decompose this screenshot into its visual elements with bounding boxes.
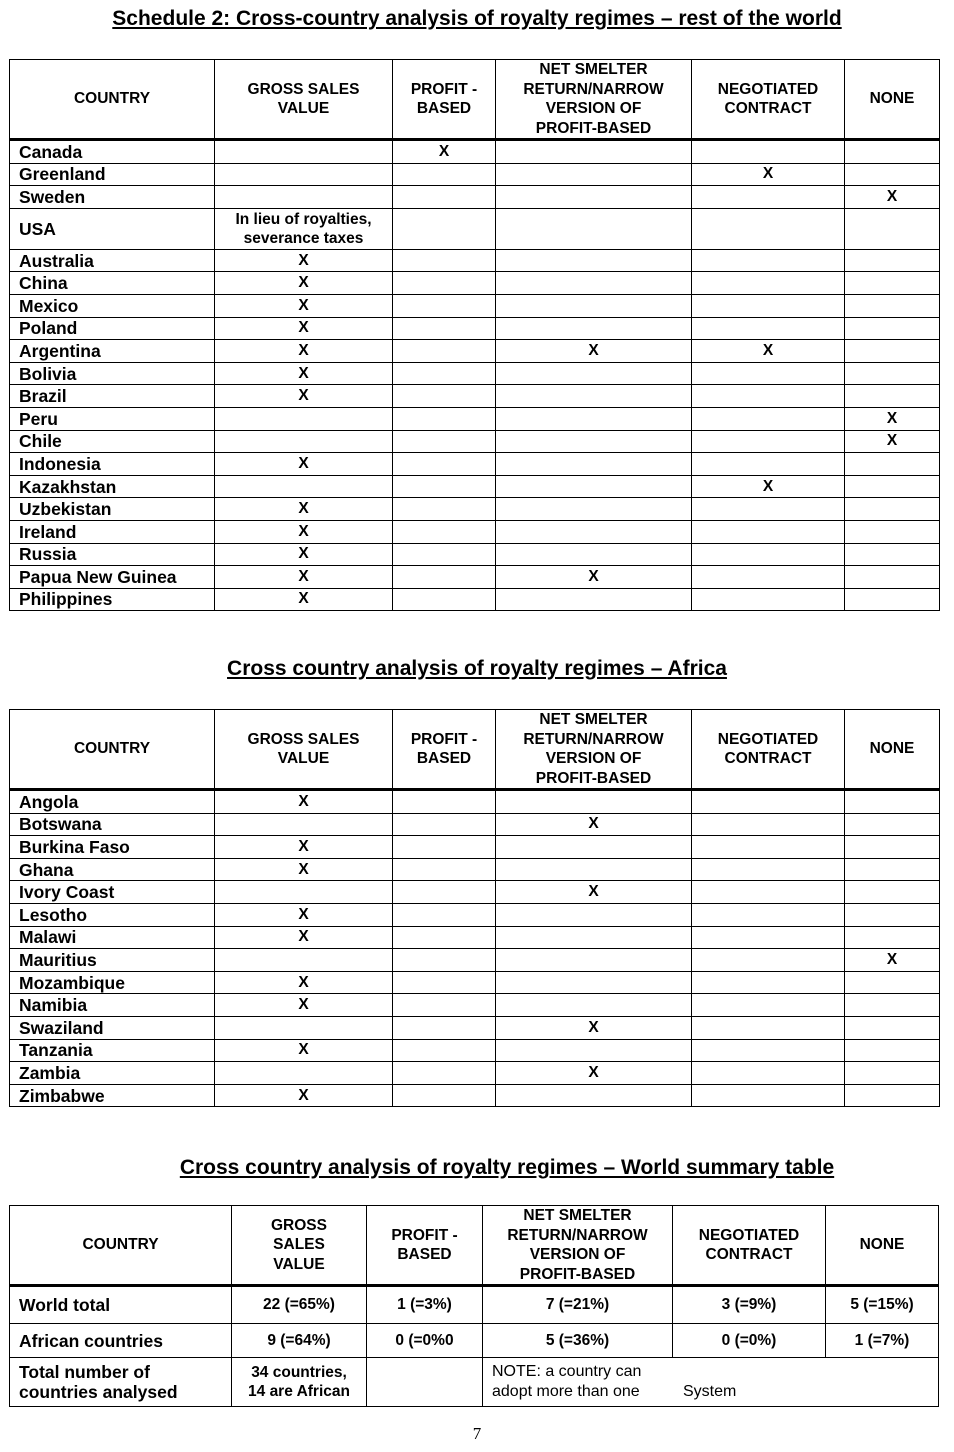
none-cell: [845, 520, 940, 543]
table-row: [10, 836, 940, 859]
profit-based-cell: [393, 186, 496, 209]
none-cell: [845, 566, 940, 589]
gross-sales-value-cell: X: [215, 294, 393, 317]
header-gross-sales-value: GROSS SALES VALUE: [215, 60, 393, 140]
profit-based-cell: [393, 1084, 496, 1107]
country-cell: Ireland: [10, 520, 215, 543]
none-cell: X: [845, 949, 940, 972]
table-row: [10, 881, 940, 904]
header-gross-sales-value: GROSS SALES VALUE: [232, 1206, 367, 1286]
header-row: [10, 60, 940, 140]
country-cell: Australia: [10, 249, 215, 272]
summary-table: [9, 1205, 939, 1407]
header-net-smelter-return: NET SMELTER RETURN/NARROW VERSION OF PROFIT-BASED: [496, 60, 692, 140]
profit-based-cell: [393, 543, 496, 566]
country-cell: Mauritius: [10, 949, 215, 972]
country-cell: Angola: [10, 790, 215, 814]
gross-sales-value-cell: [215, 881, 393, 904]
country-cell: Indonesia: [10, 453, 215, 476]
country-cell: Chile: [10, 430, 215, 453]
profit-based-cell: [393, 790, 496, 814]
negotiated-contract-cell: [692, 520, 845, 543]
header-negotiated-contract: NEGOTIATED CONTRACT: [692, 710, 845, 790]
profit-based-cell: 1 (=3%): [367, 1286, 483, 1324]
gross-sales-value-cell: 9 (=64%): [232, 1324, 367, 1358]
country-cell: Poland: [10, 317, 215, 340]
net-smelter-return-cell: X: [496, 566, 692, 589]
gross-sales-value-cell: 22 (=65%): [232, 1286, 367, 1324]
gross-sales-value-cell: [215, 407, 393, 430]
negotiated-contract-cell: [692, 208, 845, 249]
table-row: [10, 566, 940, 589]
country-cell: Papua New Guinea: [10, 566, 215, 589]
net-smelter-return-cell: [496, 385, 692, 408]
negotiated-contract-cell: X: [692, 475, 845, 498]
country-cell: Malawi: [10, 926, 215, 949]
table-row: [10, 971, 940, 994]
total-value: 34 countries, 14 are African: [232, 1358, 367, 1407]
country-cell: Swaziland: [10, 1016, 215, 1039]
table-row: [10, 362, 940, 385]
summary-row: [10, 1286, 939, 1324]
none-cell: [845, 498, 940, 521]
none-cell: [845, 543, 940, 566]
schedule2-table: [9, 59, 940, 611]
profit-based-cell: [393, 163, 496, 186]
country-cell: Canada: [10, 140, 215, 164]
net-smelter-return-cell: [496, 994, 692, 1017]
none-cell: [845, 249, 940, 272]
table-row: [10, 926, 940, 949]
table-row: [10, 317, 940, 340]
none-cell: [845, 926, 940, 949]
net-smelter-return-cell: X: [496, 1016, 692, 1039]
negotiated-contract-cell: [692, 407, 845, 430]
profit-based-cell: [393, 1062, 496, 1085]
table-row: [10, 407, 940, 430]
negotiated-contract-cell: [692, 385, 845, 408]
none-cell: [845, 971, 940, 994]
summary-total-row: [10, 1358, 939, 1407]
none-cell: [845, 588, 940, 611]
header-profit-based: PROFIT - BASED: [393, 60, 496, 140]
country-cell: Burkina Faso: [10, 836, 215, 859]
header-none: NONE: [845, 60, 940, 140]
none-cell: [845, 858, 940, 881]
profit-based-cell: [393, 498, 496, 521]
none-cell: X: [845, 186, 940, 209]
header-negotiated-contract: NEGOTIATED CONTRACT: [673, 1206, 826, 1286]
net-smelter-return-cell: [496, 317, 692, 340]
country-cell: Philippines: [10, 588, 215, 611]
profit-based-cell: [393, 994, 496, 1017]
country-cell: Greenland: [10, 163, 215, 186]
gross-sales-value-cell: X: [215, 588, 393, 611]
none-cell: [845, 362, 940, 385]
profit-based-cell: [393, 340, 496, 363]
net-smelter-return-cell: [496, 140, 692, 164]
profit-based-cell: [393, 858, 496, 881]
profit-based-cell: [393, 881, 496, 904]
negotiated-contract-cell: X: [692, 163, 845, 186]
table-row: [10, 588, 940, 611]
net-smelter-return-cell: [496, 362, 692, 385]
none-cell: 1 (=7%): [826, 1324, 939, 1358]
country-cell: Tanzania: [10, 1039, 215, 1062]
africa-table: [9, 709, 940, 1107]
gross-sales-value-cell: X: [215, 543, 393, 566]
country-cell: Bolivia: [10, 362, 215, 385]
profit-based-cell: [393, 208, 496, 249]
country-cell: Zambia: [10, 1062, 215, 1085]
gross-sales-value-cell: X: [215, 1084, 393, 1107]
profit-based-cell: [393, 813, 496, 836]
negotiated-contract-cell: [692, 926, 845, 949]
net-smelter-return-cell: X: [496, 813, 692, 836]
gross-sales-value-cell: X: [215, 1039, 393, 1062]
none-cell: [845, 1039, 940, 1062]
net-smelter-return-cell: [496, 407, 692, 430]
gross-sales-value-cell: X: [215, 498, 393, 521]
page-number: 7: [472, 1424, 482, 1443]
negotiated-contract-cell: [692, 566, 845, 589]
profit-based-cell: [393, 1039, 496, 1062]
net-smelter-return-cell: 7 (=21%): [483, 1286, 673, 1324]
profit-based-cell: [393, 1016, 496, 1039]
table-row: [10, 475, 940, 498]
country-cell: Ivory Coast: [10, 881, 215, 904]
header-country: COUNTRY: [10, 710, 215, 790]
country-cell: Botswana: [10, 813, 215, 836]
table-row: [10, 813, 940, 836]
gross-sales-value-cell: X: [215, 926, 393, 949]
profit-based-cell: [393, 836, 496, 859]
summary-note-tail: System: [683, 1383, 737, 1400]
none-cell: [845, 881, 940, 904]
negotiated-contract-cell: [692, 1062, 845, 1085]
gross-sales-value-cell: X: [215, 903, 393, 926]
profit-based-cell: [393, 949, 496, 972]
header-net-smelter-return: NET SMELTER RETURN/NARROW VERSION OF PROFIT-BASED: [496, 710, 692, 790]
header-negotiated-contract: NEGOTIATED CONTRACT: [692, 60, 845, 140]
country-cell: Argentina: [10, 340, 215, 363]
table-row: [10, 1016, 940, 1039]
table-row: [10, 163, 940, 186]
country-cell: Kazakhstan: [10, 475, 215, 498]
gross-sales-value-cell: [215, 813, 393, 836]
negotiated-contract-cell: [692, 1016, 845, 1039]
net-smelter-return-cell: [496, 858, 692, 881]
net-smelter-return-cell: [496, 971, 692, 994]
table-row: [10, 272, 940, 295]
none-cell: [845, 317, 940, 340]
net-smelter-return-cell: [496, 208, 692, 249]
net-smelter-return-cell: [496, 249, 692, 272]
none-cell: [845, 140, 940, 164]
profit-based-cell: [393, 249, 496, 272]
net-smelter-return-cell: [496, 1039, 692, 1062]
negotiated-contract-cell: [692, 790, 845, 814]
africa-title: Cross country analysis of royalty regimes – Africa: [227, 657, 727, 680]
country-cell: Uzbekistan: [10, 498, 215, 521]
profit-based-cell: [393, 407, 496, 430]
country-cell: Namibia: [10, 994, 215, 1017]
table-row: [10, 1084, 940, 1107]
negotiated-contract-cell: [692, 1039, 845, 1062]
table-row: [10, 858, 940, 881]
gross-sales-value-cell: X: [215, 340, 393, 363]
negotiated-contract-cell: [692, 836, 845, 859]
negotiated-contract-cell: [692, 543, 845, 566]
table-row: [10, 249, 940, 272]
country-cell: Sweden: [10, 186, 215, 209]
table-row: [10, 140, 940, 164]
net-smelter-return-cell: 5 (=36%): [483, 1324, 673, 1358]
country-cell: Zimbabwe: [10, 1084, 215, 1107]
table-row: [10, 208, 940, 249]
summary-note: NOTE: a country can adopt more than one: [492, 1363, 642, 1400]
negotiated-contract-cell: [692, 186, 845, 209]
schedule2-title: Schedule 2: Cross-country analysis of royalty regimes – rest of the world: [112, 7, 842, 30]
gross-sales-value-cell: X: [215, 272, 393, 295]
country-cell: Russia: [10, 543, 215, 566]
gross-sales-value-cell: [215, 140, 393, 164]
none-cell: [845, 453, 940, 476]
gross-sales-value-cell: [215, 1062, 393, 1085]
net-smelter-return-cell: X: [496, 881, 692, 904]
country-cell: Peru: [10, 407, 215, 430]
negotiated-contract-cell: 0 (=0%): [673, 1324, 826, 1358]
none-cell: [845, 208, 940, 249]
country-cell: Lesotho: [10, 903, 215, 926]
net-smelter-return-cell: [496, 453, 692, 476]
header-none: NONE: [826, 1206, 939, 1286]
header-none: NONE: [845, 710, 940, 790]
profit-based-cell: [393, 903, 496, 926]
country-cell: Mexico: [10, 294, 215, 317]
gross-sales-value-cell: X: [215, 385, 393, 408]
total-label: Total number of countries analysed: [10, 1358, 232, 1407]
none-cell: [845, 1016, 940, 1039]
net-smelter-return-cell: [496, 1084, 692, 1107]
negotiated-contract-cell: [692, 272, 845, 295]
none-cell: [845, 903, 940, 926]
gross-sales-value-cell: [215, 475, 393, 498]
net-smelter-return-cell: [496, 836, 692, 859]
profit-based-cell: [393, 926, 496, 949]
gross-sales-value-cell: X: [215, 971, 393, 994]
negotiated-contract-cell: [692, 498, 845, 521]
net-smelter-return-cell: [496, 186, 692, 209]
negotiated-contract-cell: [692, 294, 845, 317]
gross-sales-value-cell: [215, 430, 393, 453]
negotiated-contract-cell: [692, 453, 845, 476]
country-cell: African countries: [10, 1324, 232, 1358]
profit-based-cell: [393, 317, 496, 340]
gross-sales-value-cell: X: [215, 566, 393, 589]
gross-sales-value-cell: X: [215, 362, 393, 385]
header-profit-based: PROFIT - BASED: [393, 710, 496, 790]
profit-based-cell: [393, 272, 496, 295]
none-cell: [845, 1062, 940, 1085]
net-smelter-return-cell: X: [496, 340, 692, 363]
summary-title: Cross country analysis of royalty regimes – World summary table: [179, 1156, 835, 1179]
country-cell: USA: [10, 208, 215, 249]
negotiated-contract-cell: [692, 903, 845, 926]
gross-sales-value-cell: [215, 1016, 393, 1039]
net-smelter-return-cell: [496, 543, 692, 566]
header-profit-based: PROFIT - BASED: [367, 1206, 483, 1286]
negotiated-contract-cell: 3 (=9%): [673, 1286, 826, 1324]
net-smelter-return-cell: [496, 294, 692, 317]
table-row: [10, 520, 940, 543]
gross-sales-value-cell: X: [215, 453, 393, 476]
none-cell: [845, 790, 940, 814]
profit-based-cell: [393, 385, 496, 408]
gross-sales-value-cell: [215, 949, 393, 972]
profit-based-cell: [393, 453, 496, 476]
gross-sales-value-cell: In lieu of royalties, severance taxes: [215, 208, 393, 249]
profit-based-cell: [393, 475, 496, 498]
none-cell: [845, 385, 940, 408]
none-cell: X: [845, 430, 940, 453]
table-row: [10, 340, 940, 363]
negotiated-contract-cell: [692, 881, 845, 904]
profit-based-cell: 0 (=0%0: [367, 1324, 483, 1358]
net-smelter-return-cell: [496, 903, 692, 926]
net-smelter-return-cell: [496, 588, 692, 611]
none-cell: [845, 994, 940, 1017]
table-row: [10, 949, 940, 972]
negotiated-contract-cell: [692, 813, 845, 836]
header-country: COUNTRY: [10, 1206, 232, 1286]
gross-sales-value-cell: [215, 186, 393, 209]
gross-sales-value-cell: X: [215, 858, 393, 881]
country-cell: Ghana: [10, 858, 215, 881]
header-gross-sales-value: GROSS SALES VALUE: [215, 710, 393, 790]
none-cell: [845, 813, 940, 836]
negotiated-contract-cell: [692, 140, 845, 164]
net-smelter-return-cell: [496, 475, 692, 498]
net-smelter-return-cell: [496, 790, 692, 814]
gross-sales-value-cell: X: [215, 836, 393, 859]
profit-based-cell: [393, 520, 496, 543]
negotiated-contract-cell: [692, 249, 845, 272]
net-smelter-return-cell: [496, 272, 692, 295]
none-cell: [845, 272, 940, 295]
negotiated-contract-cell: [692, 858, 845, 881]
empty-cell: [367, 1358, 483, 1407]
profit-based-cell: X: [393, 140, 496, 164]
country-cell: China: [10, 272, 215, 295]
none-cell: [845, 475, 940, 498]
table-row: [10, 186, 940, 209]
net-smelter-return-cell: [496, 949, 692, 972]
none-cell: [845, 1084, 940, 1107]
profit-based-cell: [393, 362, 496, 385]
table-row: [10, 294, 940, 317]
header-row: [10, 1206, 939, 1286]
net-smelter-return-cell: [496, 163, 692, 186]
gross-sales-value-cell: X: [215, 249, 393, 272]
negotiated-contract-cell: [692, 994, 845, 1017]
none-cell: 5 (=15%): [826, 1286, 939, 1324]
net-smelter-return-cell: [496, 498, 692, 521]
table-row: [10, 453, 940, 476]
net-smelter-return-cell: [496, 926, 692, 949]
header-country: COUNTRY: [10, 60, 215, 140]
net-smelter-return-cell: X: [496, 1062, 692, 1085]
negotiated-contract-cell: [692, 317, 845, 340]
gross-sales-value-cell: [215, 163, 393, 186]
profit-based-cell: [393, 971, 496, 994]
negotiated-contract-cell: [692, 588, 845, 611]
negotiated-contract-cell: [692, 949, 845, 972]
country-cell: World total: [10, 1286, 232, 1324]
gross-sales-value-cell: X: [215, 790, 393, 814]
negotiated-contract-cell: [692, 430, 845, 453]
table-row: [10, 1062, 940, 1085]
profit-based-cell: [393, 566, 496, 589]
gross-sales-value-cell: X: [215, 520, 393, 543]
table-row: [10, 498, 940, 521]
none-cell: [845, 163, 940, 186]
none-cell: X: [845, 407, 940, 430]
none-cell: [845, 340, 940, 363]
negotiated-contract-cell: [692, 1084, 845, 1107]
none-cell: [845, 294, 940, 317]
country-cell: Brazil: [10, 385, 215, 408]
negotiated-contract-cell: [692, 971, 845, 994]
negotiated-contract-cell: [692, 362, 845, 385]
gross-sales-value-cell: X: [215, 317, 393, 340]
table-row: [10, 385, 940, 408]
table-row: [10, 543, 940, 566]
header-net-smelter-return: NET SMELTER RETURN/NARROW VERSION OF PROFIT-BASED: [483, 1206, 673, 1286]
table-row: [10, 790, 940, 814]
table-row: [10, 994, 940, 1017]
net-smelter-return-cell: [496, 430, 692, 453]
summary-note-cell: [483, 1358, 939, 1407]
none-cell: [845, 836, 940, 859]
net-smelter-return-cell: [496, 520, 692, 543]
summary-row: [10, 1324, 939, 1358]
gross-sales-value-cell: X: [215, 994, 393, 1017]
table-row: [10, 903, 940, 926]
table-row: [10, 1039, 940, 1062]
profit-based-cell: [393, 588, 496, 611]
profit-based-cell: [393, 294, 496, 317]
header-row: [10, 710, 940, 790]
country-cell: Mozambique: [10, 971, 215, 994]
table-row: [10, 430, 940, 453]
negotiated-contract-cell: X: [692, 340, 845, 363]
profit-based-cell: [393, 430, 496, 453]
